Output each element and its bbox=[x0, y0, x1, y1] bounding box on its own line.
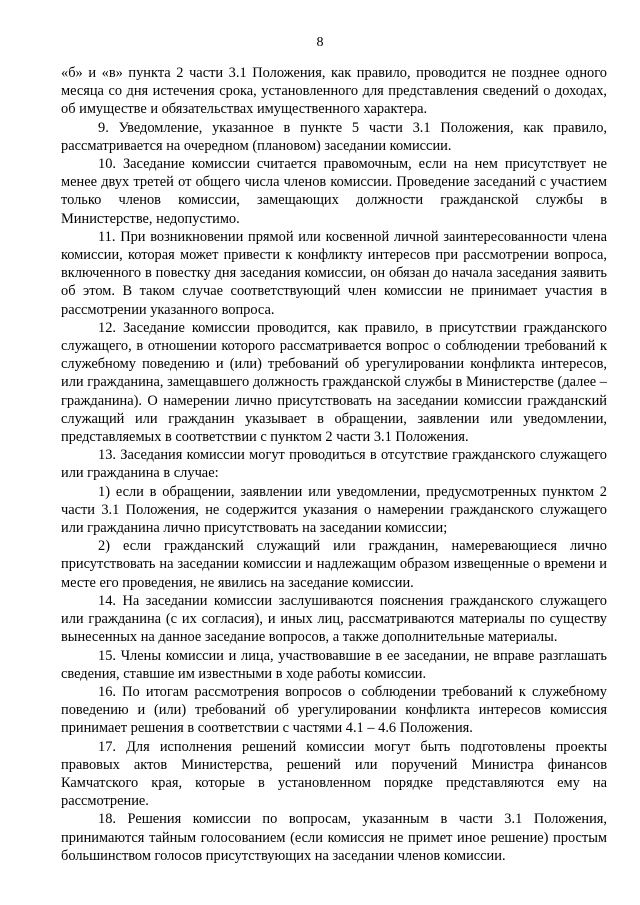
paragraph-18: 18. Решения комиссии по вопросам, указанным в части 3.1 Положения, принимаются тайным голосованием (если комиссия не примет иное решение) простым большинством голосов присутствующих на заседании членов комиссии. bbox=[61, 811, 607, 864]
paragraph-17: 17. Для исполнения решений комиссии могут быть подготовлены проекты правовых актов Министерства, решений или поручений Министра финансов Камчатского края, которые в установленном порядке представляются ему на рассмотрение. bbox=[61, 738, 607, 810]
paragraph-11: 11. При возникновении прямой или косвенной личной заинтересованности члена комиссии, которая может привести к конфликту интересов при рассмотрении вопроса, включенного в повестку дня заседания комиссии, он обязан до начала заседания заявить об этом. В таком случае соответствующий член комиссии не принимает участия в рассмотрении указанного вопроса. bbox=[61, 228, 607, 318]
paragraph-16: 16. По итогам рассмотрения вопросов о соблюдении требований к служебному поведению и (или) требований об урегулировании конфликта интересов комиссия принимает решения в соответствии с частями 4.1 – 4.6 Положения. bbox=[61, 683, 607, 737]
paragraph-13: 13. Заседания комиссии могут проводиться в отсутствие гражданского служащего или гражданина в случае: bbox=[61, 447, 607, 482]
paragraph-10: 10. Заседание комиссии считается правомочным, если на нем присутствует не менее двух третей от общего числа членов комиссии. Проведение заседаний с участием только членов комиссии, замещающих должности гражданской службы в Министерстве, недопустимо. bbox=[61, 156, 607, 227]
document-body bbox=[61, 64, 607, 865]
paragraph-continuation: «б» и «в» пункта 2 части 3.1 Положения, как правило, проводится не позднее одного месяца со дня истечения срока, установленного для представления сведений о доходах, об имуществе и обязательствах имущественного характера. bbox=[61, 65, 607, 118]
paragraph-9: 9. Уведомление, указанное в пункте 5 части 3.1 Положения, как правило, рассматривается на очередном (плановом) заседании комиссии. bbox=[61, 119, 607, 154]
paragraph-13-item-2: 2) если гражданский служащий или гражданин, намеревающиеся лично присутствовать на заседании комиссии и надлежащим образом извещенные о времени и месте его проведения, не явились на заседание комиссии. bbox=[61, 538, 607, 591]
paragraph-13-item-1: 1) если в обращении, заявлении или уведомлении, предусмотренных пунктом 2 части 3.1 Положения, не содержится указания о намерении гражданского служащего или гражданина лично присутствовать на заседании комиссии; bbox=[61, 483, 607, 537]
paragraph-14: 14. На заседании комиссии заслушиваются пояснения гражданского служащего или гражданина (с их согласия), и иных лиц, рассматриваются материалы по существу вынесенных на данное заседание вопросов, а также дополнительные материалы. bbox=[61, 592, 607, 646]
paragraph-12: 12. Заседание комиссии проводится, как правило, в присутствии гражданского служащего, в отношении которого рассматривается вопрос о соблюдении требований к служебному поведению и (или) требований об урегулировании конфликта интересов, или гражданина, замещавшего должность гражданской службы в Министерстве (далее – гражданина). О намерении лично присутствовать на заседании комиссии гражданский служащий или гражданин указывает в обращении, заявлении или уведомлении, представляемых в соответствии с пунктом 2 части 3.1 Положения. bbox=[61, 319, 607, 446]
paragraph-15: 15. Члены комиссии и лица, участвовавшие в ее заседании, не вправе разглашать сведения, ставшие им известными в ходе работы комиссии. bbox=[61, 647, 607, 682]
page-number: 8 bbox=[316, 35, 324, 50]
